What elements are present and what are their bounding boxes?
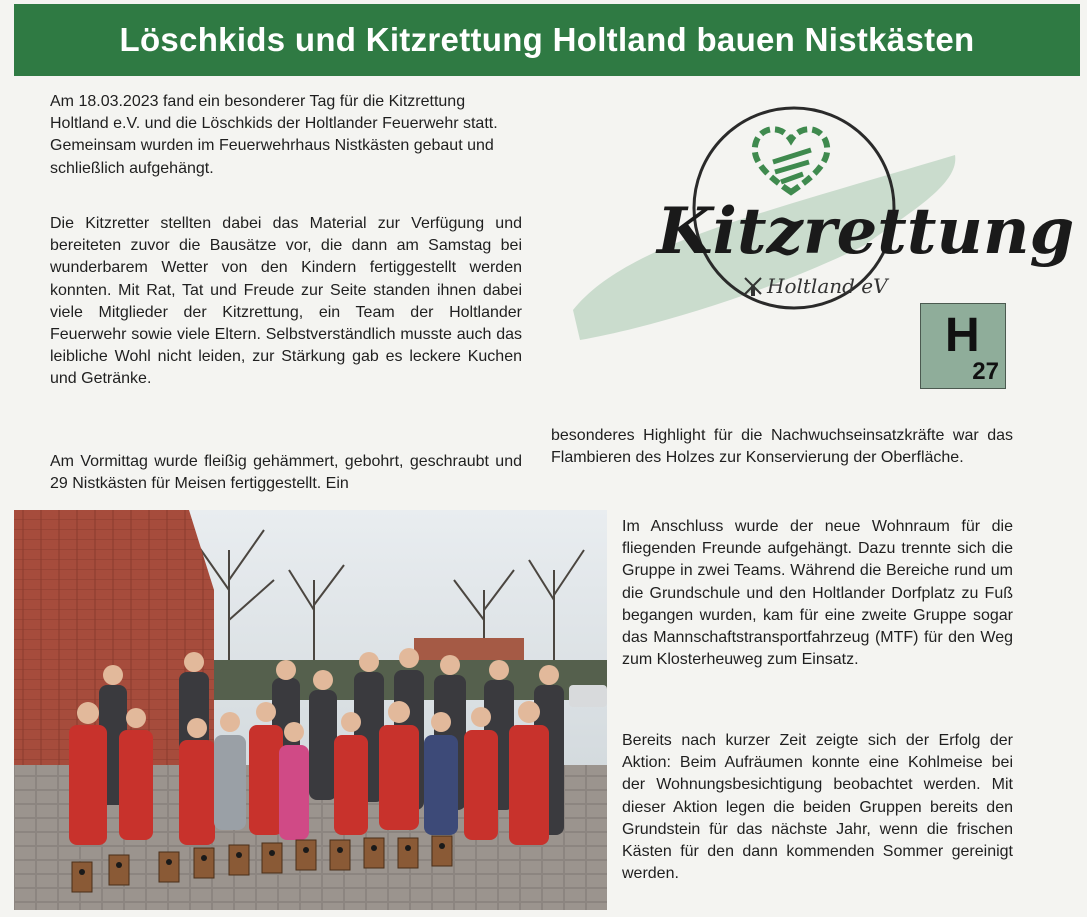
article-title: Löschkids und Kitzrettung Holtland bauen Nistkästen [119,21,975,58]
heart-icon [755,129,827,192]
kitzrettung-logo [565,95,1075,355]
article-header [14,4,1080,76]
paragraph-6: Bereits nach kurzer Zeit zeigte sich der Erfolg der Aktion: Beim Aufräumen konnte eine Kohlmeise bei der Wohnungsbesichtigung beobachtet werden. Mit dieser Aktion legen die beiden Gruppen bereits den Grundstein für das nächste Jahr, wenn die frischen Kästen für den dann kommenden Sommer gereinigt werden. [622,732,1013,883]
logo-subtitle: Holtland eV [767,274,888,298]
group-photo [14,510,607,910]
paragraph-1: Am 18.03.2023 fand ein besonderer Tag für die Kitzrettung Holtland e.V. und die Löschkids der Holtlander Feuerwehr statt. Gemeinsam wurden im Feuerwehrhaus Nistkästen gebaut und schließlich aufgehängt. [50,93,498,177]
paragraph-3: Am Vormittag wurde fleißig gehämmert, gebohrt, geschraubt und 29 Nistkästen für Meisen fertiggestellt. Ein [50,453,522,493]
section-badge [920,303,1006,389]
paragraph-2: Die Kitzretter stellten dabei das Material zur Verfügung und bereiteten zuvor die Bausätze vor, die dann am Samstag bei wunderbarem Wetter von den Kindern fertiggestellt werden konnten. Mit Rat, Tat und Freude zur Seite standen ihnen dabei viele Mitglieder der Kitzrettung, ein Team der Holtlander Feuerwehr sowie viele Eltern. Selbstverständlich musste auch das leibliche Wohl nicht leiden, zur Stärkung gab es leckere Kuchen und Getränke. [50,215,522,388]
logo-wordmark: Kitzrettung [657,194,1075,269]
badge-letter: H [945,309,980,362]
badge-number: 27 [972,358,999,385]
paragraph-4: besonderes Highlight für die Nachwuchseinsatzkräfte war das Flambieren des Holzes zur Konservierung der Oberfläche. [551,427,1013,467]
paragraph-5: Im Anschluss wurde der neue Wohnraum für die fliegenden Freunde aufgehängt. Dazu trennte sich die Gruppe in zwei Teams. Während die Bereiche rund um die Grundschule und den Holtlander Dorfplatz zu Fuß begangen wurden, kam für eine zweite Gruppe sogar das Mannschaftstransportfahrzeug (MTF) für den Weg zum Klosterheuweg zum Einsatz. [622,518,1013,669]
photo-car [569,685,607,707]
